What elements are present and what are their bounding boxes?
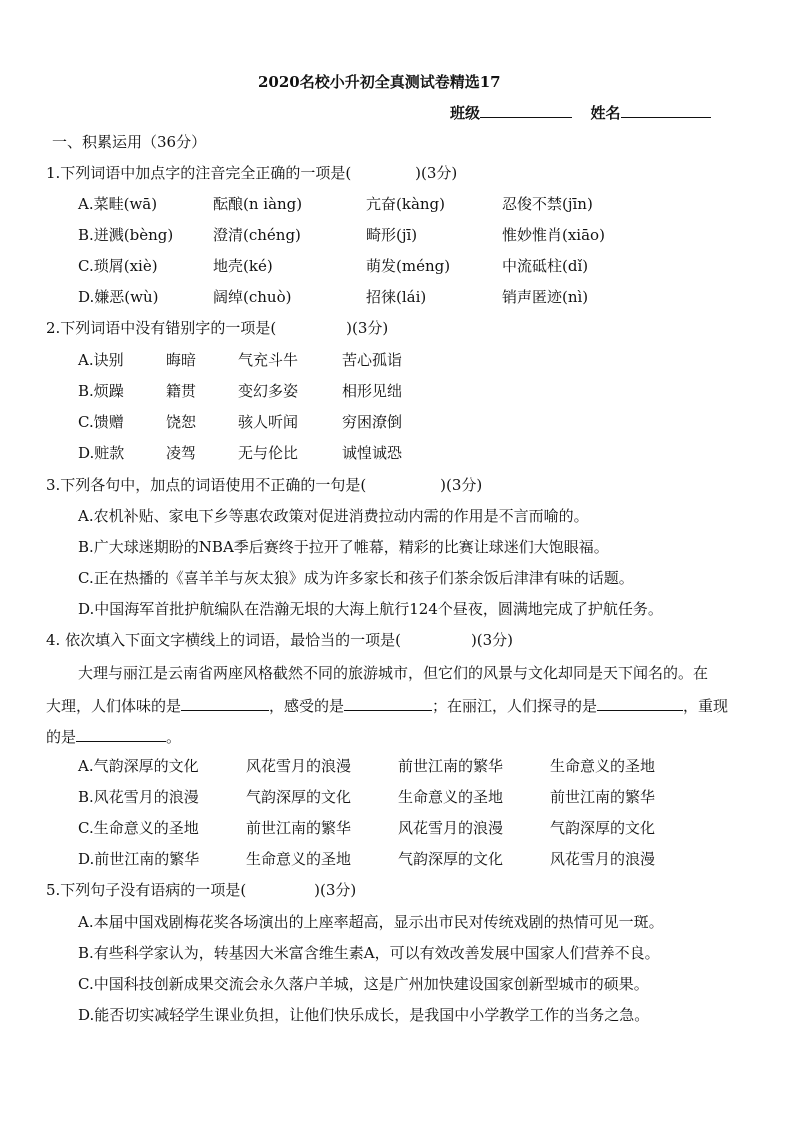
q2-b3: 变幻多姿 <box>238 382 299 400</box>
q5-option-d: D.能否切实减轻学生课业负担，让他们快乐成长，是我国中小学教学工作的当务之急。 <box>78 1006 650 1024</box>
q4-blank-1[interactable] <box>181 694 269 711</box>
q4-c3: 风花雪月的浪漫 <box>398 819 504 837</box>
q4-blank-4[interactable] <box>76 725 166 742</box>
q2-c4: 穷困潦倒 <box>342 413 403 431</box>
q1-c2: 地壳(ké) <box>213 257 273 275</box>
section-heading: 一、积累运用（36分） <box>52 133 207 151</box>
q1-row-a <box>78 194 593 214</box>
q4-row-a <box>78 756 655 776</box>
question-4-stem: 4. 依次填入下面文字横线上的词语，最恰当的一项是( )(3分) <box>46 631 514 649</box>
q2-d1: D.赃款 <box>78 444 125 462</box>
question-5-stem: 5.下列句子没有语病的一项是( )(3分) <box>46 881 357 899</box>
q4-c1: C.生命意义的圣地 <box>78 819 199 837</box>
q4-d4: 风花雪月的浪漫 <box>550 850 656 868</box>
q4-d2: 生命意义的圣地 <box>246 850 352 868</box>
q4-row-c <box>78 818 655 838</box>
q4-passage-line-1: 大理与丽江是云南省两座风格截然不同的旅游城市，但它们的风景与文化却同是天下闻名的。在 <box>78 664 709 682</box>
question-2-stem: 2.下列词语中没有错别字的一项是( )(3分) <box>46 319 389 337</box>
name-field[interactable] <box>621 101 711 118</box>
q1-row-c <box>78 256 588 276</box>
student-info <box>450 101 711 123</box>
q1-c1: C.琐屑(xiè) <box>78 257 158 275</box>
q1-c4: 中流砥柱(dǐ) <box>502 257 589 275</box>
q1-b3: 畸形(jī) <box>366 226 418 244</box>
q4-b2: 气韵深厚的文化 <box>246 788 352 806</box>
q4-d3: 气韵深厚的文化 <box>398 850 504 868</box>
q2-c1: C.馈赠 <box>78 413 124 431</box>
q4-blank-3[interactable] <box>597 694 683 711</box>
q1-b2: 澄清(chéng) <box>213 226 301 244</box>
class-field[interactable] <box>480 101 572 118</box>
q1-c3: 萌发(méng) <box>366 257 451 275</box>
q4-row-d <box>78 849 655 869</box>
q5-option-a: A.本届中国戏剧梅花奖各场演出的上座率超高，显示出市民对传统戏剧的热情可见一斑。 <box>78 913 664 931</box>
q1-d1: D.嫌恶(wù) <box>78 288 159 306</box>
q5-option-c: C.中国科技创新成果交流会永久落户羊城，这是广州加快建设国家创新型城市的硕果。 <box>78 975 649 993</box>
q1-d4: 销声匿迹(nì) <box>502 288 589 306</box>
q2-b1: B.烦躁 <box>78 382 124 400</box>
q4-row-b <box>78 787 655 807</box>
q2-a3: 气充斗牛 <box>238 351 299 369</box>
q2-b2: 籍贯 <box>166 382 197 400</box>
q3-option-c: C.正在热播的《喜羊羊与灰太狼》成为许多家长和孩子们茶余饭后津津有味的话题。 <box>78 569 634 587</box>
q4-passage-line-3: 的是 。 <box>46 725 181 747</box>
q1-b4: 惟妙惟肖(xiāo) <box>502 226 605 244</box>
name-label: 姓名 <box>590 104 621 122</box>
q1-a1: A.菜畦(wā) <box>78 195 158 213</box>
page-title: 2020名校小升初全真测试卷精选17 <box>258 73 501 91</box>
q4-c2: 前世江南的繁华 <box>246 819 352 837</box>
q2-row-a <box>78 350 402 370</box>
q1-a4: 忍俊不禁(jīn) <box>502 195 593 213</box>
q4-a1: A.气韵深厚的文化 <box>78 757 199 775</box>
q4-c4: 气韵深厚的文化 <box>550 819 656 837</box>
q4-a2: 风花雪月的浪漫 <box>246 757 352 775</box>
q1-d2: 阔绰(chuò) <box>213 288 292 306</box>
q1-b1: B.迸溅(bèng) <box>78 226 174 244</box>
q2-d3: 无与伦比 <box>238 444 299 462</box>
q4-d1: D.前世江南的繁华 <box>78 850 200 868</box>
question-1-stem: 1.下列词语中加点字的注音完全正确的一项是( )(3分) <box>46 164 458 182</box>
question-3-stem: 3.下列各句中，加点的词语使用不正确的一句是( )(3分) <box>46 476 483 494</box>
q4-a4: 生命意义的圣地 <box>550 757 656 775</box>
q4-b3: 生命意义的圣地 <box>398 788 504 806</box>
q4-b1: B.风花雪月的浪漫 <box>78 788 199 806</box>
class-label: 班级 <box>450 104 481 122</box>
q2-b4: 相形见绌 <box>342 382 403 400</box>
q1-a3: 亢奋(kàng) <box>366 195 445 213</box>
q2-d4: 诚惶诚恐 <box>342 444 403 462</box>
q2-row-b <box>78 381 402 401</box>
q4-b4: 前世江南的繁华 <box>550 788 656 806</box>
q2-c2: 饶恕 <box>166 413 197 431</box>
q1-d3: 招徕(lái) <box>366 288 427 306</box>
q3-option-a: A.农机补贴、家电下乡等惠农政策对促进消费拉动内需的作用是不言而喻的。 <box>78 507 589 525</box>
q2-d2: 凌驾 <box>166 444 197 462</box>
q1-a2: 酝酿(n iàng) <box>213 195 303 213</box>
q4-blank-2[interactable] <box>344 694 432 711</box>
q4-a3: 前世江南的繁华 <box>398 757 504 775</box>
q2-a1: A.诀别 <box>78 351 124 369</box>
q2-row-c <box>78 412 402 432</box>
q2-c3: 骇人听闻 <box>238 413 299 431</box>
q1-row-b <box>78 225 605 245</box>
q2-row-d <box>78 443 402 463</box>
q1-row-d <box>78 287 588 307</box>
q3-option-d: D.中国海军首批护航编队在浩瀚无垠的大海上航行124个昼夜，圆满地完成了护航任务。 <box>78 600 663 618</box>
q3-option-b: B.广大球迷期盼的NBA季后赛终于拉开了帷幕，精彩的比赛让球迷们大饱眼福。 <box>78 538 609 556</box>
q2-a4: 苦心孤诣 <box>342 351 403 369</box>
q4-passage-line-2: 大理，人们体味的是 ，感受的是 ；在丽江，人们探寻的是 ，重现 <box>46 694 728 716</box>
q2-a2: 晦暗 <box>166 351 197 369</box>
q5-option-b: B.有些科学家认为，转基因大米富含维生素A，可以有效改善发展中国家人们营养不良。 <box>78 944 660 962</box>
